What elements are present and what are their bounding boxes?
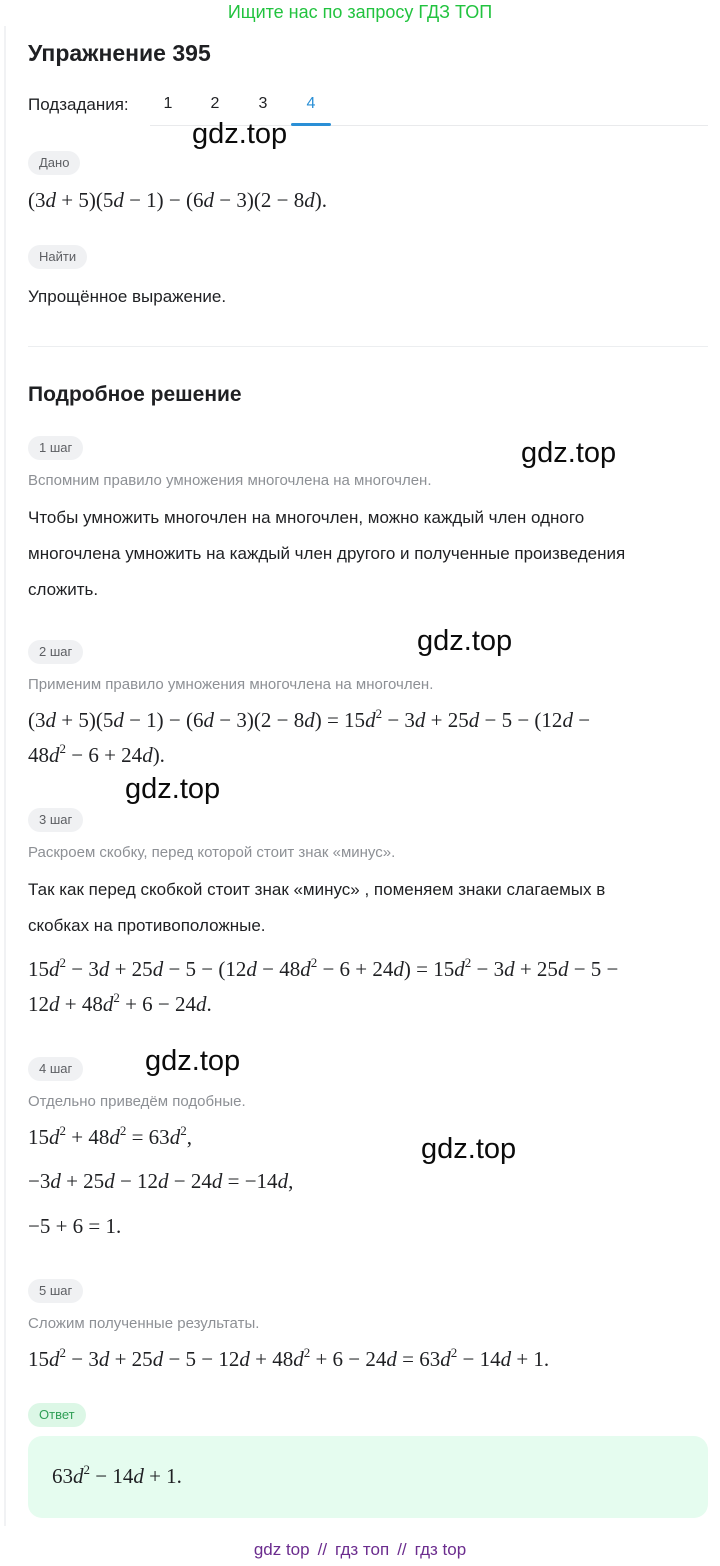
step-4-badge: 4 шаг: [28, 1057, 83, 1081]
find-badge: Найти: [28, 245, 87, 269]
answer-expression: $63d^2 - 14d + 1$.: [52, 1462, 182, 1488]
step-5-hint: Сложим полученные результаты.: [28, 1315, 260, 1332]
step-2-math-line2: $48d^2 - 6 + 24d$).: [28, 741, 165, 767]
solution-heading: Подробное решение: [28, 383, 242, 406]
step-3-text-line1: Так как перед скобкой стоит знак «минус» , поменяем знаки слагаемых в: [28, 880, 606, 899]
tab-4[interactable]: 4: [306, 95, 316, 112]
step-1-text-line2: многочлена умножить на каждый член другого и полученные произведения: [28, 544, 626, 563]
given-badge: Дано: [28, 151, 80, 175]
watermark: gdz.top: [417, 625, 513, 657]
active-tab-indicator: [291, 123, 331, 126]
watermark: gdz.top: [125, 773, 221, 805]
left-rule: [4, 26, 6, 1526]
section-divider: [28, 346, 708, 347]
find-text: Упрощённое выражение.: [28, 287, 227, 306]
footer: [0, 1540, 720, 1560]
watermark: gdz.top: [192, 118, 288, 150]
step-2-math-line1: $(3d + 5)(5d - 1) - (6d - 3)(2 - 8d) = 15d^2 - 3d + 25d - 5 - (12d$ −: [28, 706, 591, 732]
step-4-math-line1: $15d^2 + 48d^2 = 63d^2$,: [28, 1123, 192, 1149]
subtasks-label: Подзадания:: [28, 95, 129, 114]
footer-separator: //: [317, 1540, 328, 1559]
step-2-hint: Применим правило умножения многочлена на многочлен.: [28, 676, 434, 693]
step-1-badge: 1 шаг: [28, 436, 83, 460]
step-3-math-line2: $12d + 48d^2 + 6 - 24d$.: [28, 990, 212, 1016]
step-4-hint: Отдельно приведём подобные.: [28, 1093, 246, 1110]
answer-badge: Ответ: [28, 1403, 86, 1427]
step-4-math-line3: −5 + 6 = 1.: [28, 1214, 122, 1238]
footer-link-2[interactable]: гдз топ: [335, 1540, 390, 1559]
step-5-math: $15d^2 - 3d + 25d - 5 - 12d + 48d^2 + 6 - 24d = 63d^2 - 14d + 1$.: [28, 1345, 550, 1371]
watermark: gdz.top: [421, 1133, 517, 1165]
step-4-math-line2: −3d + 25d − 12d − 24d = −14d,: [28, 1169, 294, 1193]
step-2-badge: 2 шаг: [28, 640, 83, 664]
step-3-badge: 3 шаг: [28, 808, 83, 832]
step-3-math-line1: $15d^2 - 3d + 25d - 5 - (12d - 48d^2 - 6 + 24d) = 15d^2 - 3d + 25d - 5$ −: [28, 955, 619, 981]
watermark: gdz.top: [145, 1045, 241, 1077]
step-3-hint: Раскроем скобку, перед которой стоит знак «минус».: [28, 844, 396, 861]
top-banner: Ищите нас по запросу ГДЗ ТОП: [227, 2, 493, 22]
given-expression: (3d + 5)(5d − 1) − (6d − 3)(2 − 8d).: [28, 188, 327, 212]
page-title: Упражнение 395: [28, 40, 211, 66]
step-1-text-line3: сложить.: [28, 580, 99, 599]
step-1-hint: Вспомним правило умножения многочлена на многочлен.: [28, 472, 432, 489]
step-3-text-line2: скобках на противоположные.: [28, 916, 266, 935]
footer-separator: //: [397, 1540, 407, 1559]
step-5-badge: 5 шаг: [28, 1279, 83, 1303]
tab-1[interactable]: 1: [163, 95, 173, 112]
watermark: gdz.top: [521, 437, 617, 469]
step-1-text-line1: Чтобы умножить многочлен на многочлен, можно каждый член одного: [28, 508, 585, 527]
tab-3[interactable]: 3: [258, 95, 268, 112]
footer-link-1[interactable]: gdz top: [253, 1540, 310, 1559]
footer-link-3[interactable]: гдз top: [414, 1540, 467, 1559]
tab-2[interactable]: 2: [210, 95, 220, 112]
